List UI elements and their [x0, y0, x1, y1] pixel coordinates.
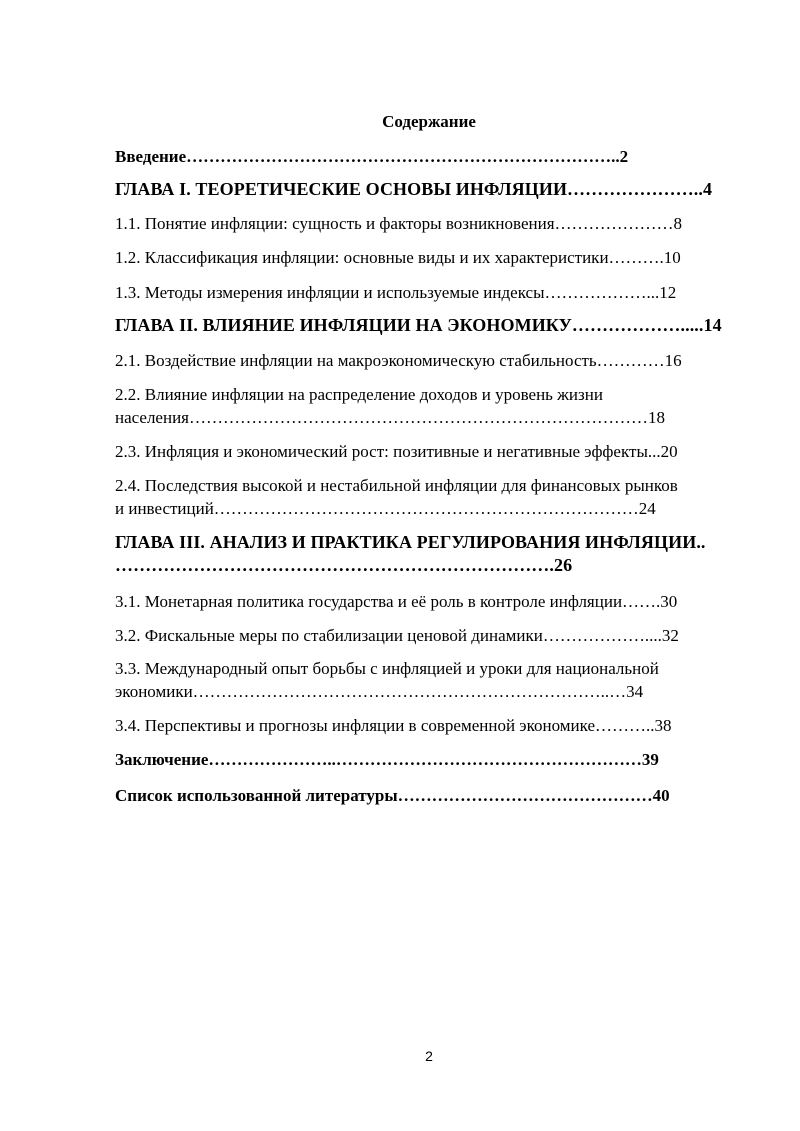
toc-entry: Список использованной литературы………………………………………40 — [115, 786, 670, 805]
toc-entry: 3.4. Перспективы и прогнозы инфляции в современной экономике………..38 — [115, 716, 672, 735]
toc-entry: 1.2. Классификация инфляции: основные виды и их характеристики……….10 — [115, 248, 681, 267]
toc-entry: и инвестиций…………………………………………………………………24 — [115, 499, 656, 518]
toc-title: Содержание — [382, 112, 476, 131]
toc-entry: 3.3. Международный опыт борьбы с инфляцией и уроки для национальной — [115, 659, 659, 678]
toc-entry: экономики………………………………………………………………..…34 — [115, 682, 644, 701]
toc-entry: 2.3. Инфляция и экономический рост: позитивные и негативные эффекты...20 — [115, 442, 678, 461]
toc-entry: населения………………………………………………………………………18 — [115, 408, 665, 427]
toc-entry: Заключение…………………..………………………………………………39 — [115, 750, 659, 769]
toc-entry: 2.1. Воздействие инфляции на макроэкономическую стабильность…………16 — [115, 351, 682, 370]
toc-entry: 3.1. Монетарная политика государства и её роль в контроле инфляции…….30 — [115, 592, 678, 611]
toc-entry: ……………………………………………………………….26 — [115, 555, 573, 575]
toc-entry: 3.2. Фискальные меры по стабилизации ценовой динамики………………....32 — [115, 626, 679, 645]
toc-entry: 1.3. Методы измерения инфляции и используемые индексы………………...12 — [115, 283, 677, 302]
toc-entry: 1.1. Понятие инфляции: сущность и факторы возникновения…………………8 — [115, 214, 683, 233]
toc-entry: ГЛАВА III. АНАЛИЗ И ПРАКТИКА РЕГУЛИРОВАНИЯ ИНФЛЯЦИИ.. — [115, 532, 706, 552]
toc-entry: 2.2. Влияние инфляции на распределение доходов и уровень жизни — [115, 385, 603, 404]
toc-entry: ГЛАВА I. ТЕОРЕТИЧЕСКИЕ ОСНОВЫ ИНФЛЯЦИИ…………………..4 — [115, 179, 713, 199]
toc-entry: ГЛАВА II. ВЛИЯНИЕ ИНФЛЯЦИИ НА ЭКОНОМИКУ……………….....14 — [115, 315, 722, 335]
toc-entry: Введение…………………………………………………………………..2 — [115, 147, 629, 166]
toc-entry: 2.4. Последствия высокой и нестабильной инфляции для финансовых рынков — [115, 476, 678, 495]
page-number: 2 — [425, 1048, 433, 1064]
